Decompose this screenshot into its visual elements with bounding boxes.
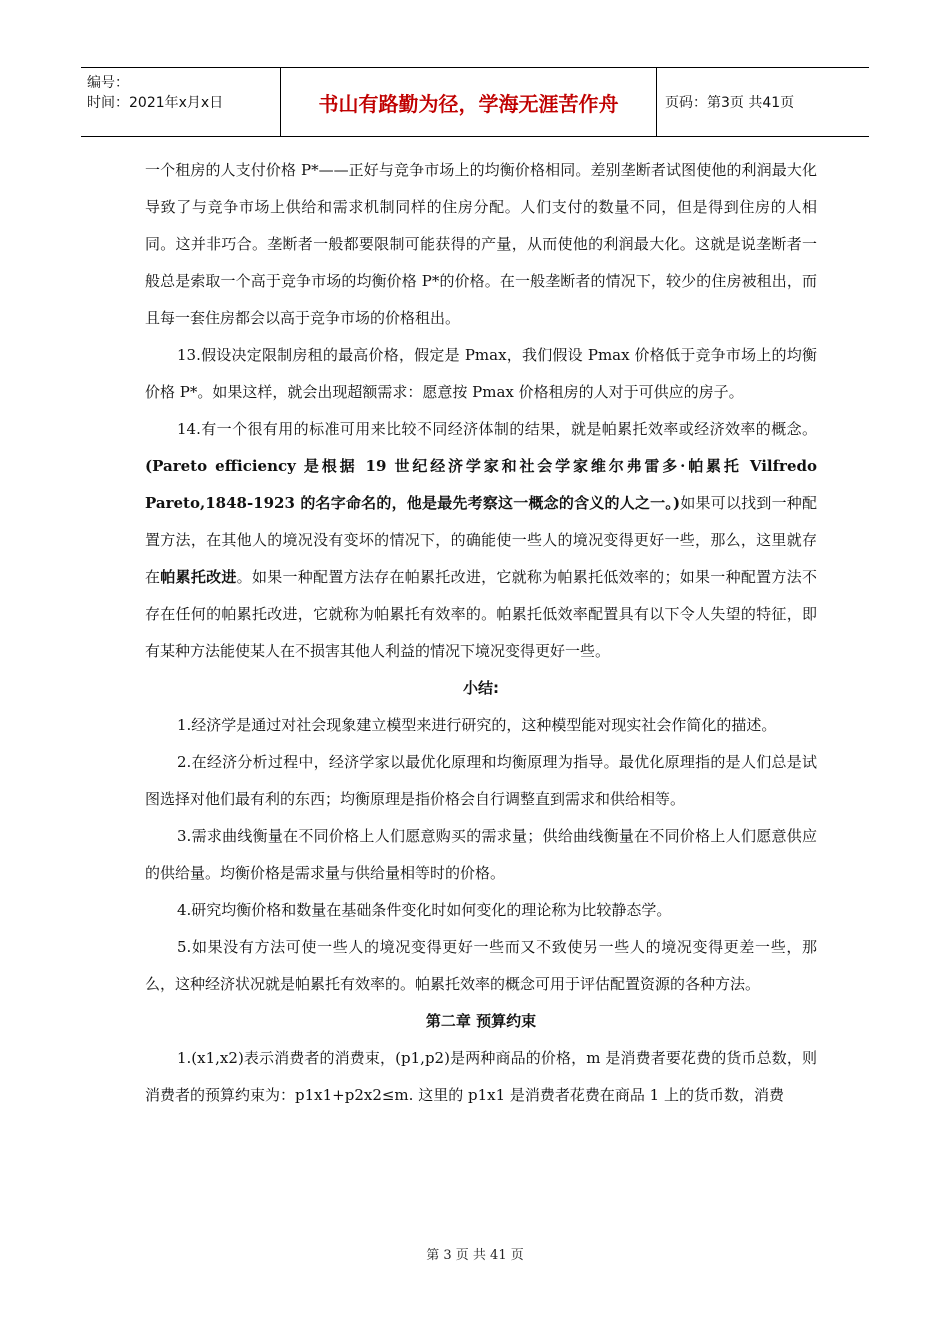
code-label: 编号： [87,75,129,91]
p14-intro: 14.有一个很有用的标准可用来比较不同经济体制的结果，就是帕累托效率或经济效率的概念。 [177,420,817,438]
chapter-title: 第二章 预算约束 [425,1012,537,1030]
paragraph-monopoly: 一个租房的人支付价格 P*——正好与竞争市场上的均衡价格相同。差别垄断者试图使他的利润最大化导致了与竞争市场上供给和需求机制同样的住房分配。人们支付的数量不同，但是得到住房的人相同。这并非巧合。垄断者一般都要限制可能获得的产量，从而使他的利润最大化。这就是说垄断者一般总是索取一个高于竞争市场的均衡价格 P*的价格。在一般垄断者的情况下，较少的住房被租出，而且每一套住房都会以高于竞争市场的价格租出。 [145,161,817,327]
p14-body: 如果可以找到一种配置方法，在其他人的境况没有变坏的情况下，的确能使一些人的境况变得更好一些，那么，这里就存在 [145,494,817,586]
page-info: 页码：第3页 共41页 [665,95,795,111]
summary-2: 2.在经济分析过程中，经济学家以最优化原理和均衡原理为指导。最优化原理指的是人们总是试图选择对他们最有利的东西；均衡原理是指价格会自行调整直到需求和供给相等。 [145,753,817,808]
summary-4: 4.研究均衡价格和数量在基础条件变化时如何变化的理论称为比较静态学。 [177,901,672,919]
p14-rest: 。如果一种配置方法存在帕累托改进，它就称为帕累托低效率的；如果一种配置方法不存在任何的帕累托改进，它就称为帕累托有效率的。帕累托低效率配置具有以下令人失望的特征，即有某种方法能使某人在不损害其他人利益的情况下境况变得更好一些。 [145,568,817,660]
summary-title: 小结: [463,679,499,697]
paragraph-14 [145,411,817,670]
motto: 书山有路勤为径，学海无涯苦作舟 [281,68,657,136]
summary-1: 1.经济学是通过对社会现象建立模型来进行研究的，这种模型能对现实社会作简化的描述。 [177,716,777,734]
document-body [145,152,817,1114]
date-label: 时间：2021年x月x日 [87,95,224,111]
p14-pareto-note: (Pareto efficiency 是根据 19 世纪经济学家和社会学家维尔弗雷多·帕累托 Vilfredo Pareto,1848-1923 的名字命名的，他是最先考察这一概念的含义的人之一。) [145,457,817,512]
summary-3: 3.需求曲线衡量在不同价格上人们愿意购买的需求量；供给曲线衡量在不同价格上人们愿意供应的供给量。均衡价格是需求量与供给量相等时的价格。 [145,827,817,882]
p14-pareto-improvement: 帕累托改进 [160,568,237,586]
paragraph-13: 13.假设决定限制房租的最高价格，假定是 Pmax，我们假设 Pmax 价格低于竞争市场上的均衡价格 P*。如果这样，就会出现超额需求：愿意按 Pmax 价格租房的人对于可供应的房子。 [145,346,817,401]
chapter-paragraph-1: 1.(x1,x2)表示消费者的消费束，(p1,p2)是两种商品的价格，m 是消费者要花费的货币总数，则消费者的预算约束为：p1x1+p2x2≤m. 这里的 p1x1 是消费者花费在商品 1 上的货币数，消费 [145,1049,817,1104]
header-meta [81,68,281,136]
page-header [81,67,869,137]
page-footer: 第 3 页 共 41 页 [426,1248,524,1263]
summary-5: 5.如果没有方法可使一些人的境况变得更好一些而又不致使另一些人的境况变得更差一些，那么，这种经济状况就是帕累托有效率的。帕累托效率的概念可用于评估配置资源的各种方法。 [145,938,817,993]
